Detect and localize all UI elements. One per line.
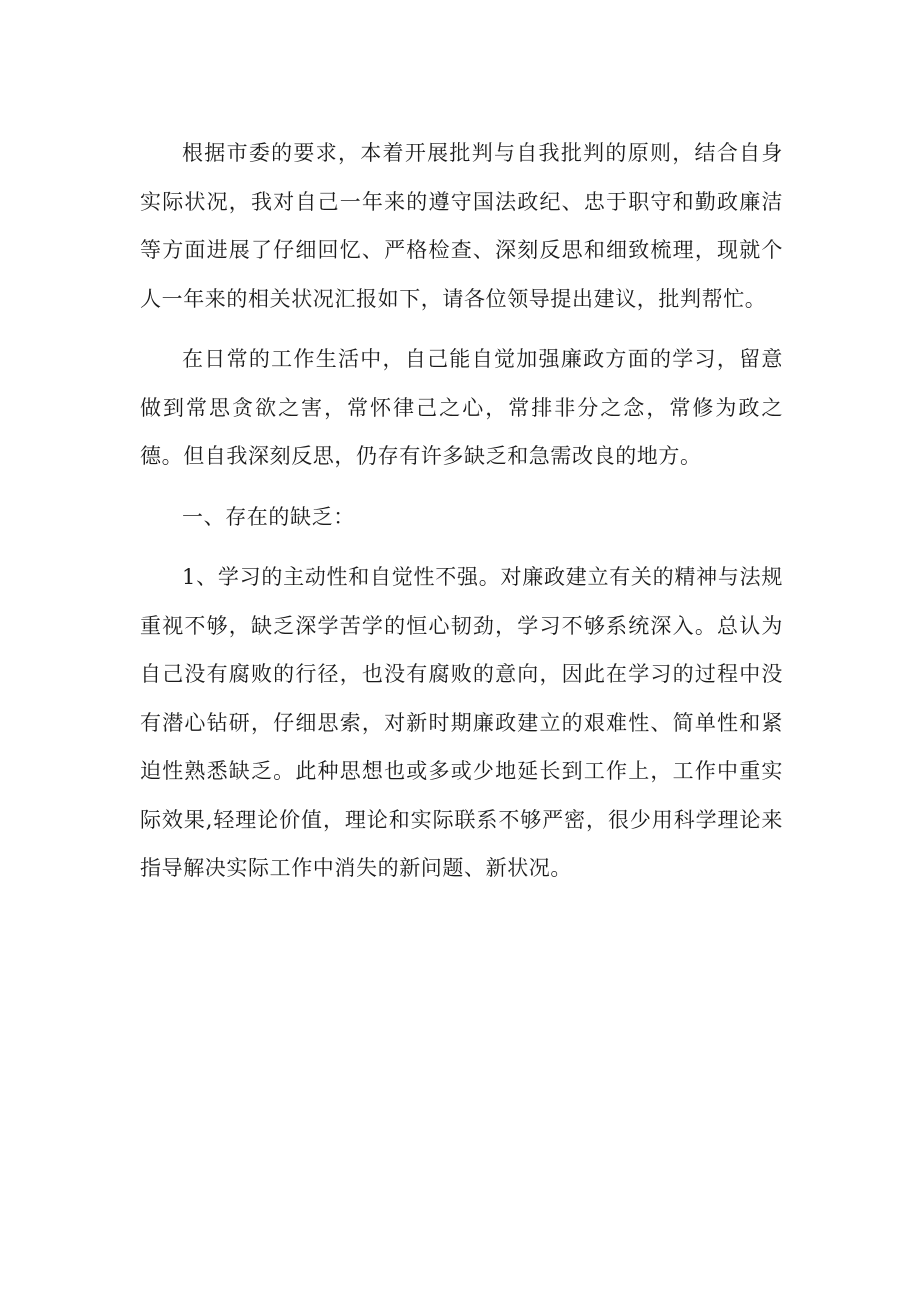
paragraph-intro: 根据市委的要求，本着开展批判与自我批判的原则，结合自身实际状况，我对自己一年来的遵守国法政纪、忠于职守和勤政廉洁等方面进展了仔细回忆、严格检查、深刻反思和细致梳理，现就个人一年来的相关状况汇报如下，请各位领导提出建议，批判帮忙。 <box>140 141 783 311</box>
section-heading: 一、存在的缺乏： <box>182 504 355 529</box>
paragraph-reflection: 在日常的工作生活中，自己能自觉加强廉政方面的学习，留意做到常思贪欲之害，常怀律己之心，常排非分之念，常修为政之德。但自我深刻反思，仍存有许多缺乏和急需改良的地方。 <box>140 347 783 468</box>
paragraph-item-1: 1、学习的主动性和自觉性不强。对廉政建立有关的精神与法规重视不够，缺乏深学苦学的恒心韧劲，学习不够系统深入。总认为自己没有腐败的行径，也没有腐败的意向，因此在学习的过程中没有潜心钻研，仔细思索，对新时期廉政建立的艰难性、简单性和紧迫性熟悉缺乏。此种思想也或多或少地延长到工作上，工作中重实际效果,轻理论价值，理论和实际联系不够严密，很少用科学理论来指导解决实际工作中消失的新问题、新状况。 <box>140 565 783 880</box>
document-body <box>140 129 783 905</box>
